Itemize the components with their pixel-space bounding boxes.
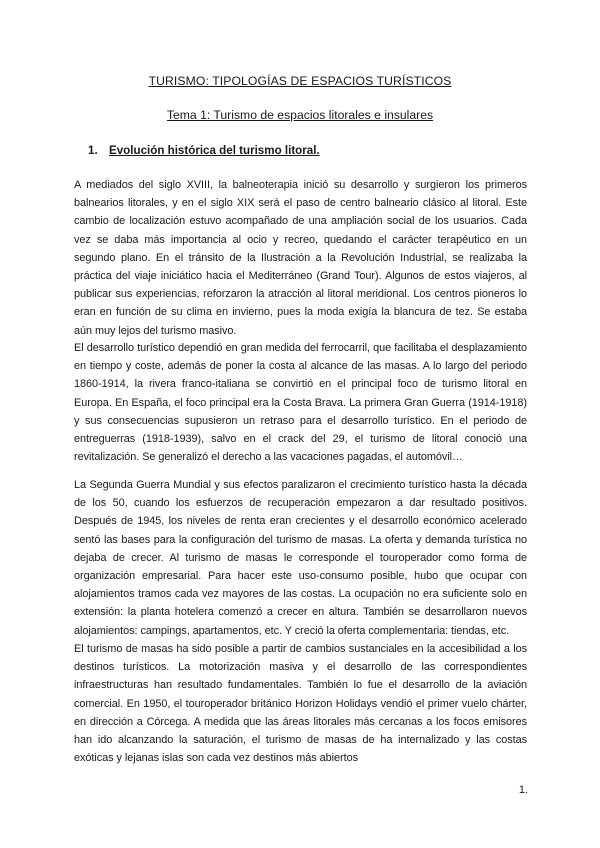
section-heading <box>88 144 320 157</box>
body-paragraph: A mediados del siglo XVIII, la balneoterapia inició su desarrollo y surgieron los primeros balnearios litorales, y en el siglo XIX será el paso de centro balneario clásico al litoral. Este cambio de localización estuvo acompañado de una ampliación social de los usuarios. Cada vez se daba más importancia al ocio y recreo, quedando el carácter terapéutico en un segundo plano. En el tránsito de la Ilustración a la Revolución Industrial, se realizaba la práctica del viaje iniciático hacia el Mediterráneo (Grand Tour). Algunos de estos viajeros, al publicar sus experiencias, reforzaron la atracción al litoral meridional. Los centros pioneros lo eran en función de su clima en invierno, pues la moda exigía la blancura de tez. Se estaba aún muy lejos del turismo masivo. <box>74 179 527 337</box>
page-number: 1. <box>518 784 528 796</box>
body-paragraph: El turismo de masas ha sido posible a partir de cambios sustanciales en la accesibilidad a los destinos turísticos. La motorización masiva y el desarrollo de las correspondientes infraestructuras han resultado fundamentales. También lo fue el desarrollo de la aviación comercial. En 1950, el touroperador británico Horizon Holidays vendió el primer vuelo chárter, en dirección a Córcega. A medida que las áreas litorales más cercanas a los focos emisores han ido alcanzando la saturación, el turismo de masas de ha internalizado y las costas exóticas y lejanas islas son cada vez destinos más abiertos <box>74 643 527 765</box>
body-paragraph: La Segunda Guerra Mundial y sus efectos paralizaron el crecimiento turístico hasta la década de los 50, cuando los esfuerzos de recuperación empezaron a dar resultado positivos. Después de 1945, los niveles de renta eran crecientes y el desarrollo económico acelerado sentó las bases para la configuración del turismo de masas. La oferta y demanda turística no dejaba de crecer. Al turismo de masas le corresponde el touroperador como forma de organización empresarial. Para hacer este uso-consumo posible, hubo que ocupar con alojamientos tramos cada vez mayores de las costas. La ocupación no era suficiente solo en extensión: la planta hotelera comenzó a crecer en altura. También se desarrollaron nuevos alojamientos: campings, apartamentos, etc. Y creció la oferta complementaria: tiendas, etc. <box>74 479 527 637</box>
section-title: Evolución histórica del turismo litoral. <box>109 144 320 157</box>
document-title: TURISMO: TIPOLOGÍAS DE ESPACIOS TURÍSTICOS <box>148 74 452 88</box>
section-number: 1. <box>88 144 98 157</box>
body-paragraph: El desarrollo turístico dependió en gran medida del ferrocarril, que facilitaba el desplazamiento en tiempo y coste, además de poner la costa al alcance de las masas. A lo largo del periodo 1860-1914, la rivera franco-italiana se convirtió en el principal foco de turismo litoral en Europa. En España, el foco principal era la Costa Brava. La primera Gran Guerra (1914-1918) y sus consecuencias supusieron un retraso para el desarrollo turístico. En el periodo de entreguerras (1918-1939), salvo en el crack del 29, el turismo de litoral conoció una revitalización. Se generalizó el derecho a las vacaciones pagadas, el automóvil… <box>74 342 527 464</box>
document-subtitle: Tema 1: Turismo de espacios litorales e insulares <box>166 108 434 122</box>
